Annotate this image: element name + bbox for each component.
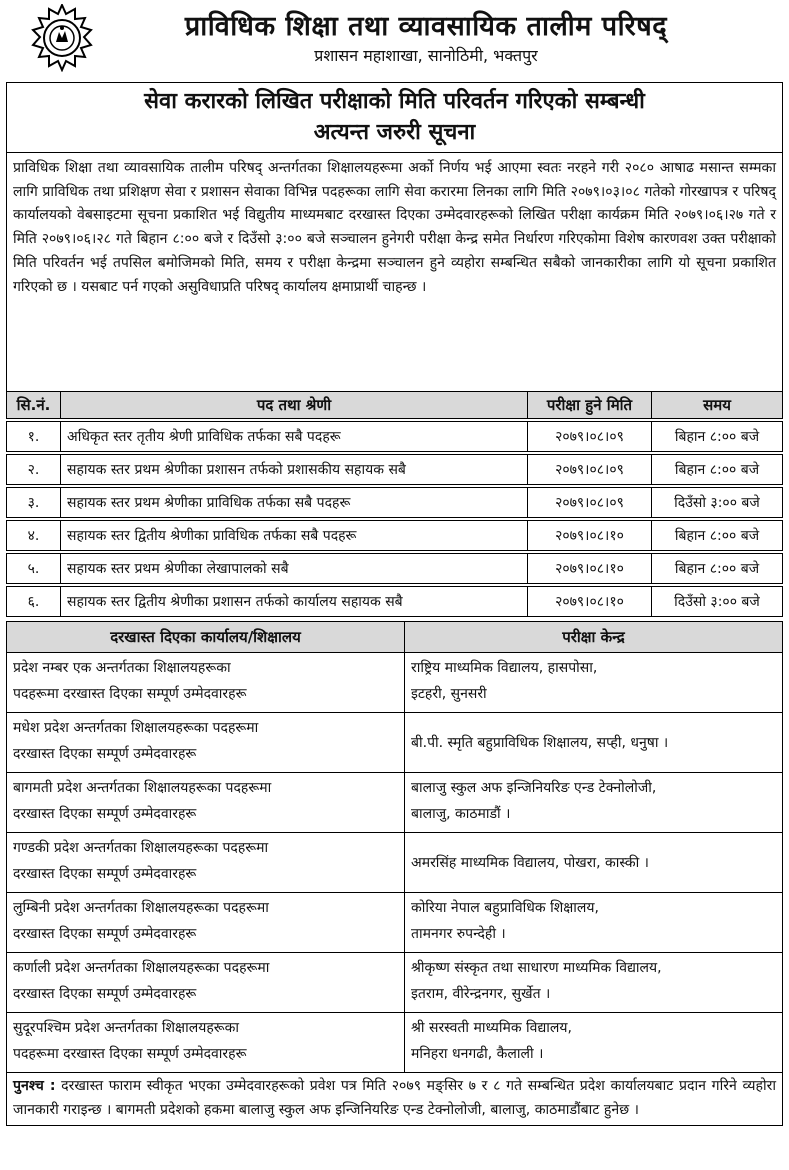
office-line: मधेश प्रदेश अन्तर्गतका शिक्षालयहरूका पदहरूमा [13, 720, 259, 736]
center-line: इटहरी, सुनसरी [411, 686, 487, 702]
center-line: तामनगर रुपन्देही । [411, 926, 506, 942]
office-line: दरखास्त दिएका सम्पूर्ण उम्मेदवारहरू [13, 926, 197, 942]
table-row [7, 953, 783, 1013]
table-row [7, 893, 783, 953]
notice-body: प्राविधिक शिक्षा तथा व्यावसायिक तालीम परिषद् अन्तर्गतका शिक्षालयहरूमा अर्को निर्णय भई आएमा स्वतः नरहने गरी २०८० आषाढ मसान्त सम्मका लागि प्राविधिक तथा प्रशिक्षण सेवा र प्रशासन सेवाका विभिन्न पदहरूका लागि सेवा करारमा लिनका लागि मिति २०७९।०३।०८ गतेको गोरखापत्र र परिषद् कार्यालयको वेबसाइटमा सूचना प्रकाशित भई विद्युतीय माध्यमबाट दरखास्त दिएका उम्मेदवारहरूको लिखित परीक्षा कार्यक्रम मिति २०७९।०६।२७ गते र मिति २०७९।०६।२८ गते बिहान ८:०० बजे र दिउँसो ३:०० बजे सञ्चालन हुनेगरी परीक्षा केन्द्र समेत निर्धारण गरिएकोमा विशेष कारणवश उक्त परीक्षाको मिति परिवर्तन भई तपसिल बमोजिमको मिति, समय र परीक्षा केन्द्रमा सञ्चालन हुने व्यहोरा सम्बन्धित सबैको जानकारीका लागि यो सूचना प्रकाशित गरिएको छ । यसबाट पर्न गएको असुविधाप्रति परिषद् कार्यालय क्षमाप्रार्थी चाहन्छ । [6, 153, 783, 391]
office-line: दरखास्त दिएका सम्पूर्ण उम्मेदवारहरू [13, 986, 197, 1002]
table-row [7, 488, 783, 518]
row-post: सहायक स्तर प्रथम श्रेणीका प्राविधिक तर्फका सबै पदहरू [61, 488, 528, 518]
row-date: २०७९।०८।०९ [528, 422, 652, 452]
table-row [7, 833, 783, 893]
table-row [7, 521, 783, 551]
office-line: गण्डकी प्रदेश अन्तर्गतका शिक्षालयहरूका पदहरूमा [13, 840, 269, 856]
table-row [7, 653, 783, 713]
row-time: बिहान ८:०० बजे [652, 521, 783, 551]
row-post: सहायक स्तर द्वितीय श्रेणीका प्रशासन तर्फको कार्यालय सहायक सबै [61, 587, 528, 617]
postscript-text: दरखास्त फाराम स्वीकृत भएका उम्मेदवारहरूको प्रवेश पत्र मिति २०७९ मङ्सिर ७ र ८ गते सम्बन्धित प्रदेश कार्यालयबाट प्रदान गरिने व्यहोरा जानकारी गराइन्छ । बागमती प्रदेशको हकमा बालाजु स्कुल अफ इन्जिनियरिङ एन्ड टेक्नोलोजी, बालाजु, काठमाडौंबाट हुनेछ । [13, 1078, 777, 1118]
center-line: बी.पी. स्मृति बहुप्राविधिक शिक्षालय, सप्ही, धनुषा । [411, 734, 669, 751]
table-row [7, 554, 783, 584]
center-line: श्रीकृष्ण संस्कृत तथा साधारण माध्यमिक विद्यालय, [411, 960, 662, 976]
row-date: २०७९।०८।१० [528, 554, 652, 584]
row-time: बिहान ८:०० बजे [652, 422, 783, 452]
table-row [7, 773, 783, 833]
header-post: पद तथा श्रेणी [61, 392, 528, 419]
office-line: कर्णाली प्रदेश अन्तर्गतका शिक्षालयहरूका पदहरूमा [13, 960, 270, 976]
center-cell [405, 773, 783, 833]
office-cell [7, 893, 405, 953]
header [6, 4, 783, 76]
office-cell [7, 1013, 405, 1073]
office-cell [7, 833, 405, 893]
center-line: कोरिया नेपाल बहुप्राविधिक शिक्षालय, [411, 900, 599, 916]
schedule-table [6, 391, 783, 617]
nepal-emblem-icon [28, 4, 96, 72]
office-line: दरखास्त दिएका सम्पूर्ण उम्मेदवारहरू [13, 746, 197, 762]
office-line: लुम्बिनी प्रदेश अन्तर्गतका शिक्षालयहरूका पदहरूमा [13, 900, 269, 916]
header-time: समय [652, 392, 783, 419]
center-line: इतराम, वीरेन्द्रनगर, सुर्खेत । [411, 986, 551, 1002]
header-office: दरखास्त दिएका कार्यालय/शिक्षालय [7, 622, 405, 653]
center-cell [405, 653, 783, 713]
table-row [7, 1013, 783, 1073]
row-post: अधिकृत स्तर तृतीय श्रेणी प्राविधिक तर्फका सबै पदहरू [61, 422, 528, 452]
center-line: राष्ट्रिय माध्यमिक विद्यालय, हासपोसा, [411, 660, 598, 676]
row-date: २०७९।०८।०९ [528, 455, 652, 485]
office-line: दरखास्त दिएका सम्पूर्ण उम्मेदवारहरू [13, 866, 197, 882]
row-sn: ३. [7, 488, 61, 518]
office-cell [7, 713, 405, 773]
row-date: २०७९।०८।१० [528, 587, 652, 617]
notice-title [6, 82, 783, 153]
header-center: परीक्षा केन्द्र [405, 622, 783, 653]
row-sn: १. [7, 422, 61, 452]
center-line: अमरसिंह माध्यमिक विद्यालय, पोखरा, कास्की । [411, 854, 649, 871]
row-post: सहायक स्तर द्वितीय श्रेणीका प्राविधिक तर्फका सबै पदहरू [61, 521, 528, 551]
row-time: बिहान ८:०० बजे [652, 554, 783, 584]
office-cell [7, 953, 405, 1013]
center-cell [405, 893, 783, 953]
office-line: प्रदेश नम्बर एक अन्तर्गतका शिक्षालयहरूका [13, 660, 231, 676]
office-line: सुदूरपश्चिम प्रदेश अन्तर्गतका शिक्षालयहरूका [13, 1020, 240, 1036]
center-line: बालाजु स्कुल अफ इन्जिनियरिङ एन्ड टेक्नोलोजी, [411, 780, 657, 796]
centers-header-row [7, 622, 783, 653]
center-cell [405, 953, 783, 1013]
office-line: पदहरूमा दरखास्त दिएका सम्पूर्ण उम्मेदवारहरू [13, 686, 247, 702]
center-cell [405, 833, 783, 893]
postscript-lead: पुनश्च : [13, 1078, 56, 1094]
notice-title-line1: सेवा करारको लिखित परीक्षाको मिति परिवर्तन गरिएको सम्बन्धी [144, 89, 645, 114]
center-cell [405, 1013, 783, 1073]
table-row [7, 455, 783, 485]
notice-page [6, 4, 783, 1126]
table-row [7, 713, 783, 773]
center-line: मनिहरा धनगढी, कैलाली । [411, 1046, 544, 1062]
table-row [7, 587, 783, 617]
office-line: पदहरूमा दरखास्त दिएका सम्पूर्ण उम्मेदवारहरू [13, 1046, 247, 1062]
row-post: सहायक स्तर प्रथम श्रेणीका लेखापालको सबै [61, 554, 528, 584]
org-title: प्राविधिक शिक्षा तथा व्यावसायिक तालीम परिषद् [184, 11, 668, 42]
center-line: बालाजु, काठमाडौं । [411, 806, 511, 822]
org-subtitle: प्रशासन महाशाखा, सानोठिमी, भक्तपुर [314, 46, 538, 65]
office-line: बागमती प्रदेश अन्तर्गतका शिक्षालयहरूका पदहरूमा [13, 780, 272, 796]
postscript [6, 1073, 783, 1126]
row-date: २०७९।०८।१० [528, 521, 652, 551]
row-sn: ६. [7, 587, 61, 617]
header-sn: सि.नं. [7, 392, 61, 419]
office-cell [7, 773, 405, 833]
table-row [7, 422, 783, 452]
header-date: परीक्षा हुने मिति [528, 392, 652, 419]
row-sn: ४. [7, 521, 61, 551]
office-cell [7, 653, 405, 713]
center-line: श्री सरस्वती माध्यमिक विद्यालय, [411, 1020, 572, 1036]
schedule-header-row [7, 392, 783, 419]
notice-title-line2: अत्यन्त जरुरी सूचना [313, 120, 476, 145]
row-time: बिहान ८:०० बजे [652, 455, 783, 485]
row-sn: ५. [7, 554, 61, 584]
row-sn: २. [7, 455, 61, 485]
row-time: दिउँसो ३:०० बजे [652, 488, 783, 518]
row-post: सहायक स्तर प्रथम श्रेणीका प्रशासन तर्फको प्रशासकीय सहायक सबै [61, 455, 528, 485]
exam-centers-table [6, 621, 783, 1073]
center-cell [405, 713, 783, 773]
row-time: दिउँसो ३:०० बजे [652, 587, 783, 617]
row-date: २०७९।०८।०९ [528, 488, 652, 518]
office-line: दरखास्त दिएका सम्पूर्ण उम्मेदवारहरू [13, 806, 197, 822]
